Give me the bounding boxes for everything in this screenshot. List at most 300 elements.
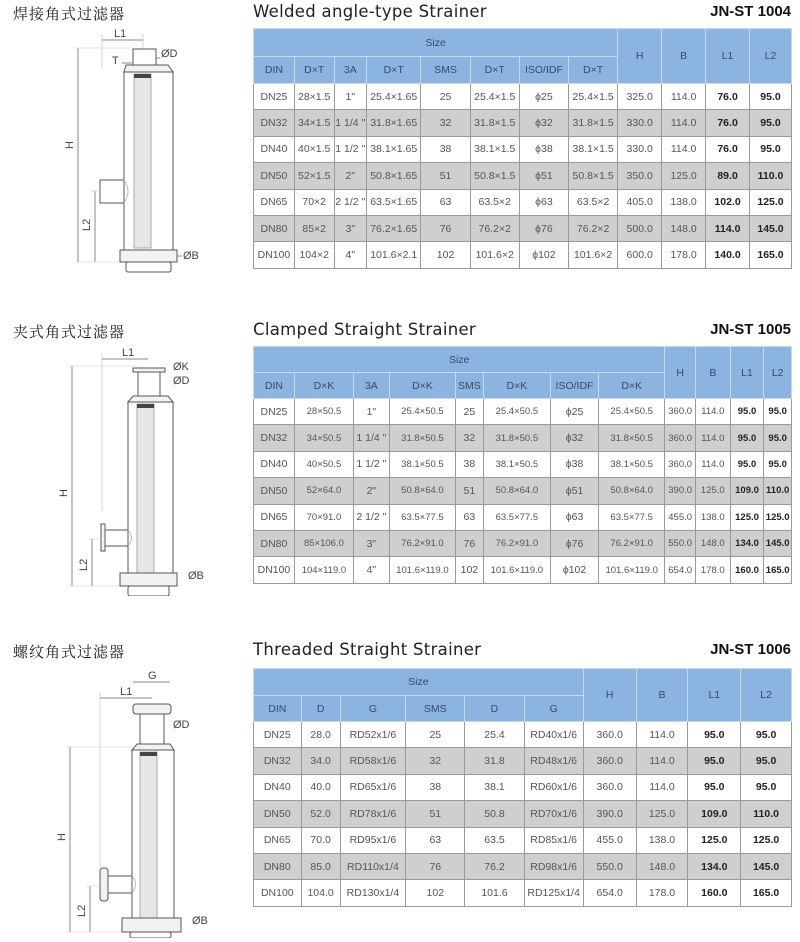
header-d: D — [465, 696, 524, 722]
table-cell: 138.0 — [636, 827, 688, 853]
table-cell: 148.0 — [662, 215, 706, 241]
table-cell: 25.4×1.5 — [470, 84, 519, 110]
dim-label-b: ØB — [192, 915, 208, 927]
table-cell: 4" — [354, 557, 390, 583]
table-cell: 138.0 — [695, 504, 730, 530]
table-row — [254, 189, 792, 215]
table-cell: RD48x1/6 — [524, 748, 583, 774]
table-cell: 38 — [406, 774, 465, 800]
table-cell: 76.0 — [706, 84, 750, 110]
table-cell: 51 — [456, 478, 484, 504]
table-cell: 70×91.0 — [294, 504, 353, 530]
table-row — [254, 399, 792, 425]
table-cell: 125.0 — [695, 478, 730, 504]
header-size: Size — [254, 347, 665, 373]
table-cell: 31.8×50.5 — [483, 425, 550, 451]
table-cell: 140.0 — [706, 242, 750, 268]
table-cell: 178.0 — [636, 880, 688, 906]
header-h: H — [665, 347, 696, 399]
table-cell: 25.4×1.5 — [569, 84, 618, 110]
table-cell: 114.0 — [695, 399, 730, 425]
model-code: JN-ST 1005 — [710, 321, 791, 338]
cell-din: DN100 — [254, 880, 302, 906]
table-cell: ϕ51 — [551, 478, 599, 504]
table-cell: 325.0 — [618, 84, 662, 110]
table-row — [254, 827, 792, 853]
table-cell: 1 1/4 " — [334, 110, 366, 136]
table-cell: 25 — [406, 722, 465, 748]
table-cell: ϕ102 — [519, 242, 568, 268]
table-cell: 165.0 — [741, 880, 792, 906]
table-cell: RD70x1/6 — [524, 801, 583, 827]
table-cell: 125.0 — [636, 801, 688, 827]
table-cell: 1 1/2 " — [334, 136, 366, 162]
table-cell: 102 — [406, 880, 465, 906]
table-cell: 3" — [334, 215, 366, 241]
section-title-en: Threaded Straight Strainer — [253, 640, 482, 659]
table-cell: 32 — [456, 425, 484, 451]
dim-label-g: G — [148, 670, 157, 682]
table-cell: 550.0 — [583, 853, 636, 879]
table-cell: ϕ25 — [519, 84, 568, 110]
table-cell: 350.0 — [618, 163, 662, 189]
header-dxk: D×K — [599, 373, 665, 399]
table-cell: RD95x1/6 — [340, 827, 406, 853]
table-cell: 138.0 — [662, 189, 706, 215]
table-cell: 25.4×50.5 — [599, 399, 665, 425]
table-cell: 101.6 — [465, 880, 524, 906]
table-cell: 165.0 — [750, 242, 792, 268]
dim-label-l1: L1 — [114, 28, 127, 40]
table-cell: 104×119.0 — [294, 557, 353, 583]
cell-din: DN65 — [254, 189, 295, 215]
table-cell: 102 — [421, 242, 470, 268]
table-cell: ϕ25 — [551, 399, 599, 425]
table-cell: 360.0 — [583, 722, 636, 748]
table-cell: 114.0 — [695, 451, 730, 477]
header-dxt: D×T — [470, 57, 519, 84]
table-cell: 109.0 — [730, 478, 764, 504]
header-b: B — [636, 669, 688, 722]
model-code: JN-ST 1004 — [710, 3, 791, 20]
table-row — [254, 880, 792, 906]
table-cell: 38 — [421, 136, 470, 162]
table-cell: 50.8 — [465, 801, 524, 827]
table-row — [254, 557, 792, 583]
table-cell: 360.0 — [665, 451, 696, 477]
header-din: DIN — [254, 373, 295, 399]
table-cell: 101.6×119.0 — [483, 557, 550, 583]
table-row — [254, 478, 792, 504]
table-cell: 2 1/2 " — [354, 504, 390, 530]
spec-table-clamped — [253, 346, 792, 584]
table-cell: 160.0 — [688, 880, 741, 906]
cell-din: DN32 — [254, 748, 302, 774]
table-cell: 63.5×77.5 — [483, 504, 550, 530]
table-cell: 114.0 — [662, 84, 706, 110]
table-row — [254, 84, 792, 110]
header-l1: L1 — [706, 29, 750, 84]
table-cell: 145.0 — [764, 530, 792, 556]
table-cell: 50.8×1.65 — [367, 163, 421, 189]
header-iso-idf: ISO/IDF — [551, 373, 599, 399]
table-cell: 95.0 — [730, 399, 764, 425]
table-cell: 76.2×91.0 — [483, 530, 550, 556]
table-cell: RD60x1/6 — [524, 774, 583, 800]
table-cell: 110.0 — [741, 801, 792, 827]
table-cell: 104×2 — [294, 242, 334, 268]
table-cell: 38.1×1.5 — [470, 136, 519, 162]
cell-din: DN100 — [254, 557, 295, 583]
table-cell: 101.6×119.0 — [599, 557, 665, 583]
table-cell: 114.0 — [706, 215, 750, 241]
table-cell: 28×50.5 — [294, 399, 353, 425]
dim-label-t: T — [112, 55, 119, 67]
table-cell: 70.0 — [301, 827, 340, 853]
cell-din: DN32 — [254, 425, 295, 451]
table-cell: 85×2 — [294, 215, 334, 241]
header-dxk: D×K — [294, 373, 353, 399]
section-title-cn: 夹式角式过滤器 — [13, 323, 126, 341]
table-row — [254, 110, 792, 136]
table-cell: 76.0 — [706, 110, 750, 136]
header-3a: 3A — [354, 373, 390, 399]
table-cell: 95.0 — [764, 451, 792, 477]
table-cell: 70×2 — [294, 189, 334, 215]
table-cell: 25.4×50.5 — [389, 399, 455, 425]
cell-din: DN40 — [254, 136, 295, 162]
table-cell: RD110x1/4 — [340, 853, 406, 879]
table-row — [254, 853, 792, 879]
table-cell: 76.2×91.0 — [599, 530, 665, 556]
table-cell: 1" — [334, 84, 366, 110]
table-cell: 52×64.0 — [294, 478, 353, 504]
table-cell: 63.5×2 — [470, 189, 519, 215]
cell-din: DN25 — [254, 84, 295, 110]
header-dxk: D×K — [389, 373, 455, 399]
table-cell: ϕ102 — [551, 557, 599, 583]
table-cell: 95.0 — [741, 774, 792, 800]
table-cell: 63.5×2 — [569, 189, 618, 215]
table-cell: 360.0 — [583, 748, 636, 774]
table-cell: 104.0 — [301, 880, 340, 906]
cell-din: DN65 — [254, 504, 295, 530]
table-cell: 95.0 — [688, 722, 741, 748]
table-cell: 360.0 — [665, 399, 696, 425]
table-cell: 95.0 — [764, 399, 792, 425]
table-cell: 52.0 — [301, 801, 340, 827]
dim-label-l2: L2 — [81, 218, 93, 231]
table-cell: RD130x1/4 — [340, 880, 406, 906]
table-cell: 34×50.5 — [294, 425, 353, 451]
table-cell: ϕ32 — [551, 425, 599, 451]
table-cell: 28×1.5 — [294, 84, 334, 110]
table-cell: 125.0 — [730, 504, 764, 530]
table-cell: 76 — [406, 853, 465, 879]
table-cell: 114.0 — [695, 425, 730, 451]
table-cell: 95.0 — [741, 748, 792, 774]
header-sms: SMS — [406, 696, 465, 722]
table-cell: 63.5×1.65 — [367, 189, 421, 215]
dim-label-l1: L1 — [120, 686, 133, 698]
table-cell: 148.0 — [695, 530, 730, 556]
table-cell: 405.0 — [618, 189, 662, 215]
table-cell: 38 — [456, 451, 484, 477]
table-cell: 134.0 — [688, 853, 741, 879]
table-cell: 76.2×91.0 — [389, 530, 455, 556]
table-cell: 145.0 — [750, 215, 792, 241]
table-cell: 101.6×2 — [470, 242, 519, 268]
table-cell: 102 — [456, 557, 484, 583]
table-cell: 500.0 — [618, 215, 662, 241]
header-3a: 3A — [334, 57, 366, 84]
table-cell: 63.5×77.5 — [389, 504, 455, 530]
table-cell: 89.0 — [706, 163, 750, 189]
header-g: G — [340, 696, 406, 722]
table-cell: RD85x1/6 — [524, 827, 583, 853]
table-cell: ϕ32 — [519, 110, 568, 136]
table-cell: 34×1.5 — [294, 110, 334, 136]
table-cell: 76.2×2 — [470, 215, 519, 241]
table-cell: 101.6×2.1 — [367, 242, 421, 268]
header-h: H — [618, 29, 662, 84]
header-dxt: D×T — [569, 57, 618, 84]
table-row — [254, 215, 792, 241]
table-cell: 360.0 — [665, 425, 696, 451]
header-b: B — [695, 347, 730, 399]
table-cell: RD98x1/6 — [524, 853, 583, 879]
dim-label-d: ØD — [173, 719, 190, 731]
cell-din: DN32 — [254, 110, 295, 136]
header-h: H — [583, 669, 636, 722]
table-cell: 38.1×1.5 — [569, 136, 618, 162]
section-threaded-strainer — [0, 638, 800, 942]
table-cell: 125.0 — [688, 827, 741, 853]
table-cell: 40×1.5 — [294, 136, 334, 162]
dim-label-l2: L2 — [76, 904, 88, 917]
table-cell: 32 — [406, 748, 465, 774]
cell-din: DN100 — [254, 242, 295, 268]
table-row — [254, 425, 792, 451]
table-cell: 31.8×1.5 — [470, 110, 519, 136]
cell-din: DN40 — [254, 774, 302, 800]
table-cell: 25 — [456, 399, 484, 425]
table-cell: 330.0 — [618, 136, 662, 162]
table-cell: 114.0 — [636, 722, 688, 748]
table-body — [254, 722, 792, 907]
table-cell: 85×106.0 — [294, 530, 353, 556]
table-cell: RD78x1/6 — [340, 801, 406, 827]
cell-din: DN80 — [254, 215, 295, 241]
table-body — [254, 399, 792, 584]
table-cell: 4" — [334, 242, 366, 268]
clamped-strainer-diagram — [40, 346, 230, 596]
table-cell: RD52x1/6 — [340, 722, 406, 748]
table-cell: 109.0 — [688, 801, 741, 827]
table-cell: 2" — [334, 163, 366, 189]
table-cell: 550.0 — [665, 530, 696, 556]
table-cell: 3" — [354, 530, 390, 556]
table-cell: 2" — [354, 478, 390, 504]
table-cell: 95.0 — [741, 722, 792, 748]
header-b: B — [662, 29, 706, 84]
table-cell: 76.2 — [465, 853, 524, 879]
table-cell: 1 1/4 " — [354, 425, 390, 451]
table-cell: 360.0 — [583, 774, 636, 800]
table-cell: 330.0 — [618, 110, 662, 136]
table-cell: 28.0 — [301, 722, 340, 748]
table-cell: 455.0 — [665, 504, 696, 530]
table-cell: 76.0 — [706, 136, 750, 162]
table-cell: 1 1/2 " — [354, 451, 390, 477]
table-cell: 455.0 — [583, 827, 636, 853]
table-row — [254, 722, 792, 748]
table-cell: 63.5 — [465, 827, 524, 853]
table-cell: 31.8 — [465, 748, 524, 774]
table-cell: 40×50.5 — [294, 451, 353, 477]
header-din: DIN — [254, 696, 302, 722]
table-cell: ϕ51 — [519, 163, 568, 189]
header-size: Size — [254, 669, 584, 696]
dim-label-d: ØD — [173, 375, 190, 387]
table-cell: RD65x1/6 — [340, 774, 406, 800]
table-cell: 114.0 — [636, 748, 688, 774]
table-cell: 50.8×64.0 — [389, 478, 455, 504]
table-cell: 63 — [421, 189, 470, 215]
header-g: G — [524, 696, 583, 722]
dim-label-b: ØB — [183, 250, 199, 262]
header-l2: L2 — [764, 347, 792, 399]
dim-label-h: H — [56, 833, 68, 841]
table-cell: 31.8×1.5 — [569, 110, 618, 136]
section-title-en: Welded angle-type Strainer — [253, 2, 487, 21]
table-row — [254, 451, 792, 477]
table-row — [254, 163, 792, 189]
table-cell: 25.4 — [465, 722, 524, 748]
table-cell: 31.8×1.65 — [367, 110, 421, 136]
threaded-strainer-diagram — [40, 668, 230, 938]
table-cell: 34.0 — [301, 748, 340, 774]
table-cell: 31.8×50.5 — [389, 425, 455, 451]
table-cell: 38.1×50.5 — [483, 451, 550, 477]
table-cell: 95.0 — [750, 136, 792, 162]
spec-table-welded — [253, 28, 792, 269]
header-dxt: D×T — [367, 57, 421, 84]
table-cell: 2 1/2 " — [334, 189, 366, 215]
table-row — [254, 801, 792, 827]
header-iso-idf: ISO/IDF — [519, 57, 568, 84]
table-cell: 50.8×64.0 — [483, 478, 550, 504]
table-cell: 1" — [354, 399, 390, 425]
table-cell: 95.0 — [750, 110, 792, 136]
table-cell: 114.0 — [662, 110, 706, 136]
table-cell: 95.0 — [688, 748, 741, 774]
table-cell: ϕ38 — [551, 451, 599, 477]
section-welded-strainer — [0, 0, 800, 300]
table-row — [254, 136, 792, 162]
table-cell: 51 — [421, 163, 470, 189]
section-title-en: Clamped Straight Strainer — [253, 320, 477, 339]
header-d: D — [301, 696, 340, 722]
table-cell: 31.8×50.5 — [599, 425, 665, 451]
cell-din: DN50 — [254, 163, 295, 189]
table-cell: 95.0 — [688, 774, 741, 800]
table-cell: ϕ76 — [551, 530, 599, 556]
table-cell: 76.2×2 — [569, 215, 618, 241]
table-cell: 125.0 — [750, 189, 792, 215]
dim-label-d: ØD — [161, 48, 178, 60]
table-cell: 38.1×1.65 — [367, 136, 421, 162]
table-cell: 600.0 — [618, 242, 662, 268]
table-cell: 114.0 — [636, 774, 688, 800]
welded-strainer-diagram — [40, 28, 230, 273]
cell-din: DN50 — [254, 478, 295, 504]
dim-label-h: H — [58, 489, 70, 497]
table-cell: 654.0 — [583, 880, 636, 906]
header-l1: L1 — [688, 669, 741, 722]
table-cell: 32 — [421, 110, 470, 136]
table-cell: 125.0 — [764, 504, 792, 530]
table-cell: 63 — [456, 504, 484, 530]
table-row — [254, 504, 792, 530]
table-row — [254, 242, 792, 268]
table-cell: 165.0 — [764, 557, 792, 583]
table-cell: 110.0 — [764, 478, 792, 504]
spec-table-threaded — [253, 668, 792, 907]
table-cell: 101.6×2 — [569, 242, 618, 268]
table-cell: ϕ76 — [519, 215, 568, 241]
cell-din: DN80 — [254, 530, 295, 556]
table-cell: 76.2×1.65 — [367, 215, 421, 241]
table-cell: RD125x1/4 — [524, 880, 583, 906]
table-cell: RD58x1/6 — [340, 748, 406, 774]
table-cell: 63 — [406, 827, 465, 853]
cell-din: DN40 — [254, 451, 295, 477]
table-cell: 654.0 — [665, 557, 696, 583]
header-size: Size — [254, 29, 618, 57]
table-cell: 134.0 — [730, 530, 764, 556]
header-l1: L1 — [730, 347, 764, 399]
header-sms: SMS — [456, 373, 484, 399]
section-title-cn: 焊接角式过滤器 — [13, 5, 126, 23]
header-l2: L2 — [741, 669, 792, 722]
table-cell: 38.1×50.5 — [389, 451, 455, 477]
table-cell: 95.0 — [750, 84, 792, 110]
table-cell: 178.0 — [662, 242, 706, 268]
cell-din: DN80 — [254, 853, 302, 879]
cell-din: DN50 — [254, 801, 302, 827]
dim-label-h: H — [64, 141, 76, 149]
header-sms: SMS — [421, 57, 470, 84]
model-code: JN-ST 1006 — [710, 641, 791, 658]
header-dxk: D×K — [483, 373, 550, 399]
table-cell: 85.0 — [301, 853, 340, 879]
table-row — [254, 530, 792, 556]
table-cell: 102.0 — [706, 189, 750, 215]
table-cell: 76 — [456, 530, 484, 556]
table-cell: 390.0 — [665, 478, 696, 504]
header-din: DIN — [254, 57, 295, 84]
table-cell: 38.1 — [465, 774, 524, 800]
table-cell: 38.1×50.5 — [599, 451, 665, 477]
table-cell: 95.0 — [764, 425, 792, 451]
dim-label-l1: L1 — [122, 347, 135, 359]
table-cell: 76 — [421, 215, 470, 241]
dim-label-k: ØK — [173, 361, 189, 373]
table-cell: ϕ63 — [551, 504, 599, 530]
table-cell: 25.4×1.65 — [367, 84, 421, 110]
table-cell: ϕ38 — [519, 136, 568, 162]
